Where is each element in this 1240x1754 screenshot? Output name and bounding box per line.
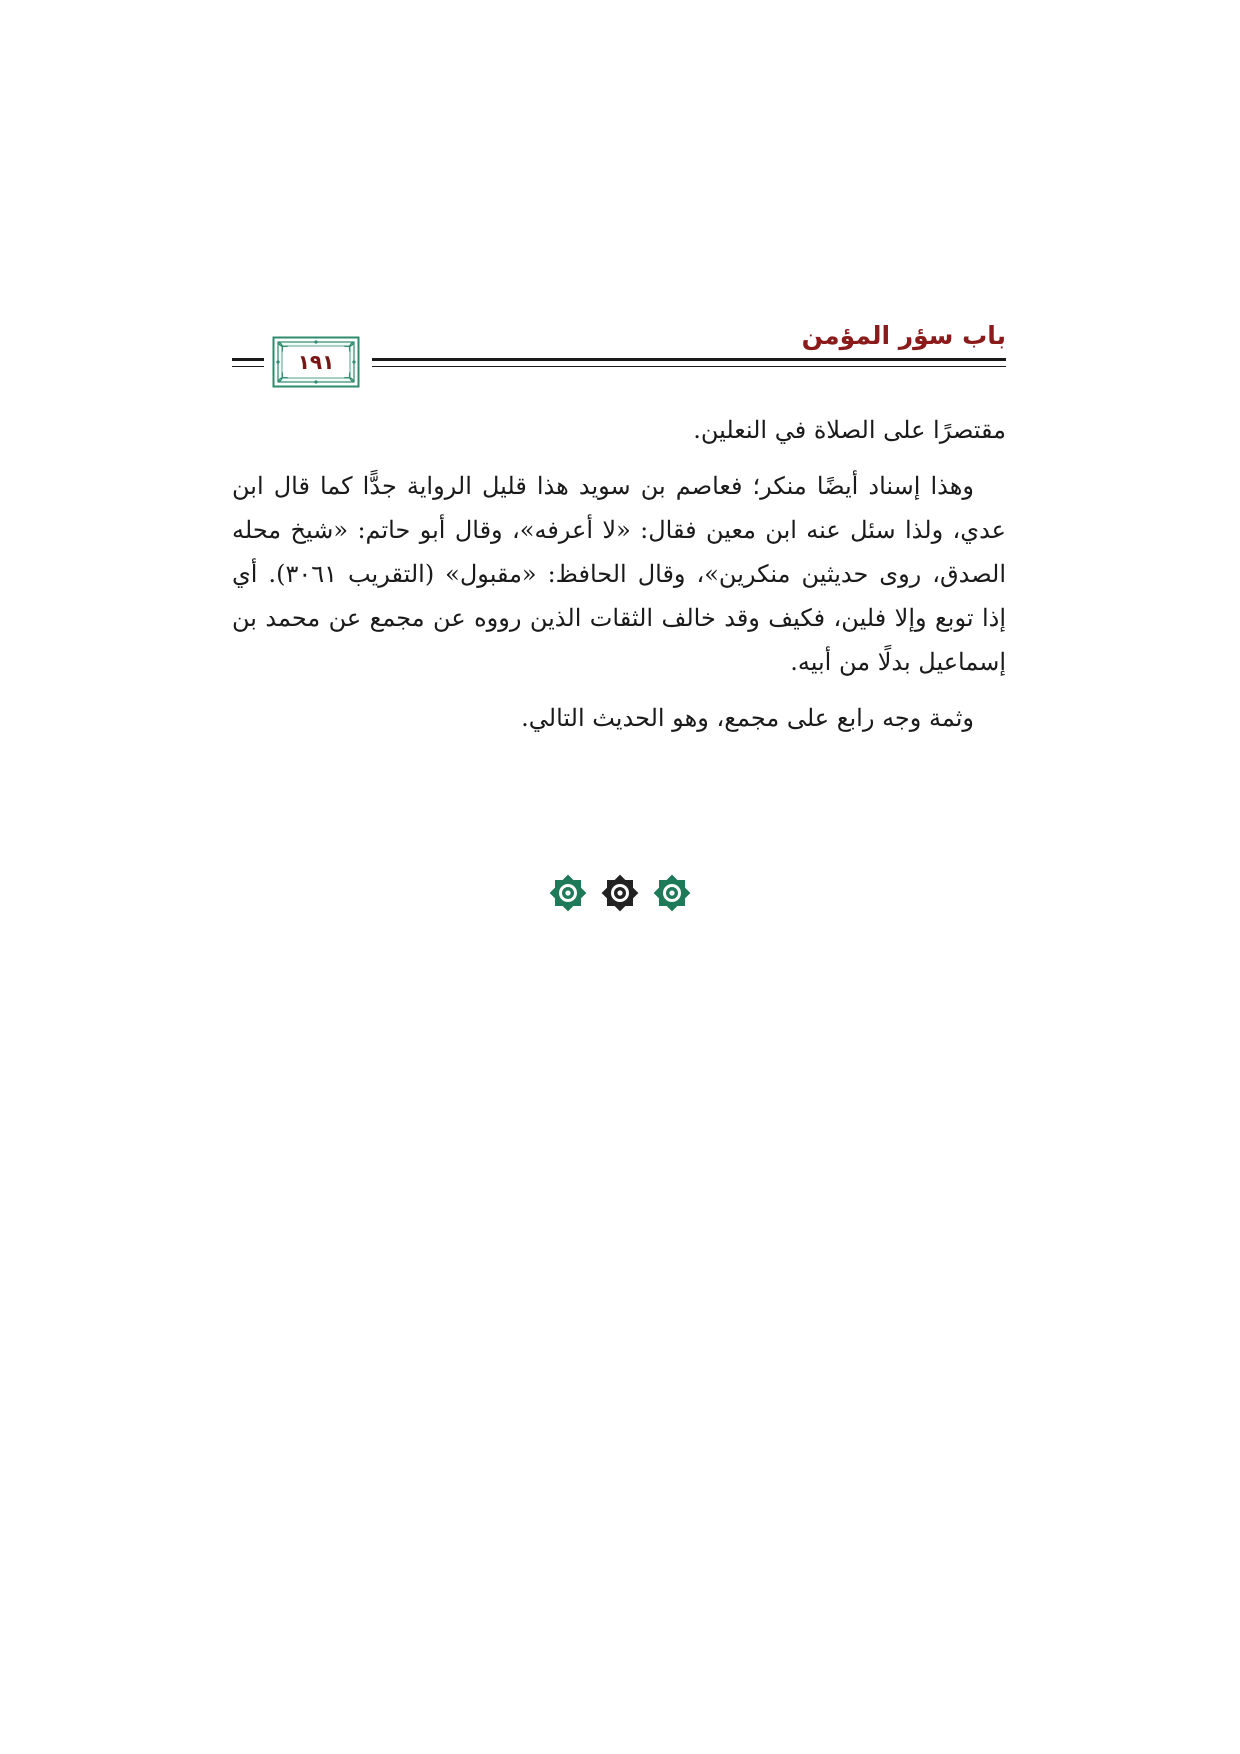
eight-point-star-icon bbox=[547, 872, 589, 914]
header-rule-left-thin bbox=[232, 366, 264, 367]
header-rule-thin bbox=[372, 366, 1006, 367]
eight-point-star-icon bbox=[651, 872, 693, 914]
page-number-frame-icon bbox=[272, 336, 360, 388]
paragraph-2: وهذا إسناد أيضًا منكر؛ فعاصم بن سويد هذا قليل الرواية جدًّا كما قال ابن عدي، ولذا سئل عنه ابن معين فقال: «لا أعرفه»، وقال أبو حاتم: «شيخ محله الصدق، روى حديثين منكرين»، وقال الحافظ: «مقبول» (التقريب ٣٠٦١). أي إذا توبع وإلا فلين، فكيف وقد خالف الثقات الذين رووه عن مجمع عن محمد بن إسماعيل بدلًا من أبيه. bbox=[232, 472, 1007, 676]
body-text bbox=[232, 408, 1006, 752]
chapter-title: باب سؤر المؤمن bbox=[801, 321, 1006, 350]
section-ornament bbox=[0, 872, 1240, 918]
page-number: ١٩١ bbox=[297, 350, 335, 374]
paragraph-3: وثمة وجه رابع على مجمع، وهو الحديث التالي. bbox=[521, 704, 974, 732]
header-rule-thick bbox=[372, 358, 1006, 361]
paragraph-1: مقتصرًا على الصلاة في النعلين. bbox=[693, 416, 1006, 444]
header-rule-left-thick bbox=[232, 358, 264, 361]
page-header bbox=[232, 318, 1006, 388]
eight-point-star-icon bbox=[599, 872, 641, 914]
